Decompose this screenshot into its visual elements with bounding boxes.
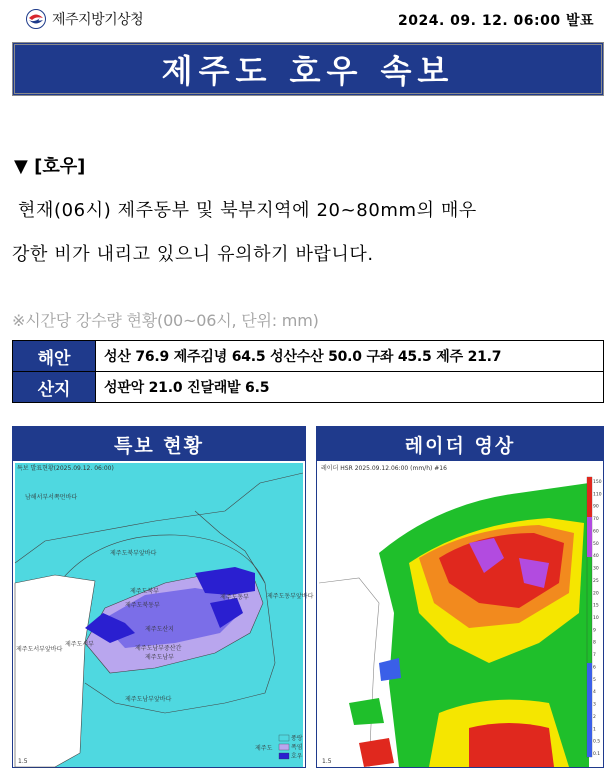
region-label: 제주도북동부 <box>125 602 160 609</box>
region-label: 제주도남부중산간 <box>135 645 182 652</box>
legend-label: 호우 <box>291 753 303 760</box>
radar-scale-tick: 30 <box>593 566 599 572</box>
radar-scale-tick: 4 <box>593 690 596 696</box>
body-text-line-1: 현재(06시) 제주동부 및 북부지역에 20~80mm의 매우 <box>18 200 477 221</box>
section-heading <box>14 152 85 178</box>
radar-panel-title: 레이더 영상 <box>317 427 603 461</box>
radar-scale-tick: 0.1 <box>593 752 601 757</box>
radar-scale-tick: 2 <box>593 714 596 720</box>
radar-scale-tick: 9 <box>593 628 596 634</box>
warning-status-panel <box>12 426 314 768</box>
radar-scale-tick: 3 <box>593 702 596 708</box>
region-label: 제주도북부 <box>130 588 159 595</box>
issue-datetime: 2024. 09. 12. 06:00 발표 <box>398 13 594 29</box>
body-text-line-2: 강한 비가 내리고 있으니 유의하기 바랍니다. <box>12 244 374 265</box>
radar-scale-tick: 10 <box>593 616 599 621</box>
radar-scale-tick: 6 <box>593 665 596 671</box>
radar-scale-tick: 5 <box>593 677 596 683</box>
rainfall-values: 성판악 21.0 진달래밭 6.5 <box>96 372 604 403</box>
radar-scale-tick: 20 <box>593 591 599 597</box>
warning-map <box>15 463 314 765</box>
warning-panel-title: 특보 현황 <box>13 427 305 461</box>
region-label: 제주도 <box>255 745 273 752</box>
region-label: 제주도서부 <box>65 641 94 648</box>
government-emblem-icon <box>26 9 46 29</box>
radar-scale-tick: 70 <box>593 517 599 523</box>
radar-caption: 레이더 HSR 2025.09.12.06:00 (mm/h) #16 <box>321 465 447 472</box>
region-label: 제주도북부앞바다 <box>110 550 157 557</box>
page-title: 제주도 호우 속보 <box>161 52 455 90</box>
region-label: 제주도남부 <box>145 654 174 661</box>
agency-name: 제주지방기상청 <box>52 12 144 28</box>
radar-scale-tick: 110 <box>593 492 602 498</box>
table-row <box>13 372 604 403</box>
area-header: 산지 <box>13 372 96 403</box>
region-label: 제주도동부앞바다 <box>267 593 314 600</box>
region-label: 제주도남부앞바다 <box>125 696 172 703</box>
radar-scale-tick: 90 <box>593 504 599 510</box>
region-label: 남해서부서쪽먼바다 <box>25 494 78 501</box>
radar-scale-tick: 50 <box>593 541 599 547</box>
section-label: [호우] <box>34 156 86 177</box>
radar-image-panel <box>316 426 604 768</box>
rainfall-note: ※시간당 강수량 현황(00~06시, 단위: mm) <box>12 311 319 330</box>
radar-scale-tick: 8 <box>593 640 596 646</box>
radar-map <box>319 463 601 765</box>
region-label: 제주도산지 <box>145 626 174 633</box>
radar-scale-tick: 150 <box>593 480 602 485</box>
region-label: 제주도동부 <box>220 594 249 601</box>
rainfall-table <box>12 340 604 403</box>
triangle-down-icon: ▼ <box>14 156 28 177</box>
area-header: 해안 <box>13 341 96 372</box>
warning-map-caption: 특보 발표현황(2025.09.12. 06:00) <box>17 465 114 472</box>
radar-scale-tick: 25 <box>593 578 599 584</box>
legend-label: 풍랑 <box>291 735 303 742</box>
legend-label: 폭염 <box>291 744 303 751</box>
radar-scale-tick: 0.5 <box>593 739 601 745</box>
radar-scale-tick: 40 <box>593 554 599 560</box>
region-label: 제주도서부앞바다 <box>16 646 63 653</box>
radar-scale-tick: 15 <box>593 603 599 609</box>
radar-scale-tick: 60 <box>593 529 599 535</box>
radar-scale-tick: 7 <box>593 653 596 659</box>
title-banner <box>12 42 604 96</box>
rainfall-values: 성산 76.9 제주김녕 64.5 성산수산 50.0 구좌 45.5 제주 21.7 <box>96 341 604 372</box>
table-row <box>13 341 604 372</box>
map-scale: 1.5 <box>322 758 332 765</box>
map-scale: 1.5 <box>18 758 28 765</box>
radar-scale-tick: 1 <box>593 727 596 733</box>
